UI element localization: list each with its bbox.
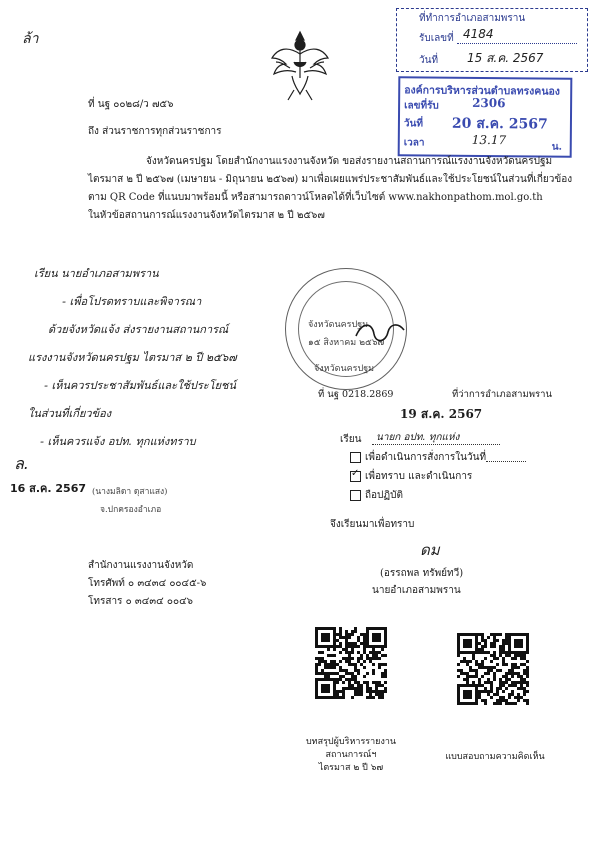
handwritten-initial: ล. (14, 454, 29, 473)
letter-line: ในหัวข้อสถานการณ์แรงงานจังหวัดไตรมาส ๒ ปี ๒๕๖๗ (88, 210, 325, 221)
option-1-checkbox[interactable] (350, 452, 361, 463)
handwritten-line: - เพื่อโปรดทราบและพิจารณา (62, 295, 202, 308)
handwritten-line: - เห็นควรแจ้ง อปท. ทุกแห่งทราบ (40, 435, 196, 448)
sao-recv-number: 2306 (472, 95, 506, 111)
option-1-label: เพื่อดำเนินการสั่งการในวันที่ (365, 452, 487, 463)
option-1-blank (486, 461, 526, 462)
clerk-title: จ.ปกครองอำเภอ (100, 505, 162, 515)
sao-date-label: วันที่ (403, 118, 424, 130)
seal-top-text: จังหวัดนครปฐม (308, 320, 369, 330)
handwritten-line: ด้วยจังหวัดแจ้ง ส่งรายงานสถานการณ์ (48, 323, 229, 336)
stamp-date-value: 15 ส.ค. 2567 (467, 51, 544, 65)
letter-body (88, 153, 573, 225)
handwritten-corner-mark: ล้า (22, 31, 39, 47)
signer-title: นายอำเภอสามพราน (372, 585, 461, 596)
garuda-emblem-icon (268, 28, 332, 102)
signature-scribble-icon (352, 318, 412, 351)
qr-code-report-summary[interactable] (315, 627, 387, 699)
footer-office: สำนักงานแรงงานจังหวัด (88, 560, 194, 571)
stamp-recv-number: 4184 (463, 27, 494, 41)
qr-right-caption (440, 751, 550, 764)
handwritten-line: เรียน นายอำเภอสามพราน (34, 267, 159, 280)
qr-code-left-icon (315, 627, 387, 699)
qr-right-caption-line: แบบสอบถามความคิดเห็น (445, 752, 545, 762)
order-office: ที่ว่าการอำเภอสามพราน (452, 389, 552, 400)
handwritten-line: ในส่วนที่เกี่ยวข้อง (28, 407, 112, 420)
sao-date-value: 20 ส.ค. 2567 (451, 115, 548, 133)
qr-left-caption-line: บทสรุปผู้บริหารรายงาน (305, 737, 397, 747)
qr-code-survey[interactable] (457, 633, 529, 705)
sao-time-label: เวลา (403, 137, 425, 149)
qr-code-right-icon (457, 633, 529, 705)
qr-left-caption-line: สถานการณ์ฯ (325, 750, 377, 760)
stamp-recv-label: รับเลขที่ (419, 33, 454, 44)
sao-time-value: 13.17 (471, 132, 507, 148)
option-3-checkbox[interactable] (350, 490, 361, 501)
letter-line: ตาม QR Code ที่แนบมาพร้อมนี้ หรือสามารถดาวน์โหลดได้ที่เว็บไซต์ www.nakhonpathom.mol.go.th (88, 192, 543, 203)
stamp-date-label: วันที่ (419, 55, 439, 66)
letter-line: จังหวัดนครปฐม โดยสำนักงานแรงงานจังหวัด ขอส่งรายงานสถานการณ์แรงงานจังหวัดนครปฐม (146, 156, 553, 167)
seal-date-text: ๑๕ สิงหาคม ๒๕๖๗ (308, 338, 385, 348)
footer-fax: โทรสาร ๐ ๓๔๓๔ ๐๐๔๖ (88, 596, 193, 607)
document-number: ที่ นฐ ๐๐๒๘/ว ๗๕๖ (88, 99, 174, 110)
option-2-checkbox[interactable] (350, 471, 361, 482)
handwritten-line: แรงงานจังหวัดนครปฐม ไตรมาส ๒ ปี ๒๕๖๗ (28, 351, 237, 364)
stamp-dotted-line (457, 43, 577, 44)
footer-phone: โทรศัพท์ ๐ ๓๔๓๔ ๐๐๔๕-๖ (88, 578, 207, 589)
qr-left-caption (290, 736, 412, 775)
clerk-name: (นางมลิดา ดุสาแสง) (92, 487, 168, 497)
sao-recv-label: เลขที่รับ (404, 100, 439, 112)
handwritten-line: - เห็นควรประชาสัมพันธ์และใช้ประโยชน์ (44, 379, 237, 392)
seal-bottom-text: จังหวัดนครปฐม (314, 364, 375, 374)
order-option-3 (350, 488, 403, 503)
letter-line: ไตรมาส ๒ ปี ๒๕๖๗ (เมษายน - มิถุนายน ๒๕๖๗) มาเพื่อเผยแพร่ประชาสัมพันธ์และใช้ประโยชน์ในส่วนที่เกี่ยวข้อง (88, 174, 573, 185)
stamp-office-name: ที่ทำการอำเภอสามพราน (419, 13, 526, 24)
order-option-2 (350, 469, 472, 484)
order-to-label: เรียน (340, 434, 362, 445)
order-date: 19 ส.ค. 2567 (400, 407, 483, 421)
order-option-1 (350, 450, 486, 465)
qr-left-caption-line: ไตรมาส ๒ ปี ๖๗ (318, 763, 384, 773)
district-receipt-stamp (396, 8, 588, 72)
sao-receipt-stamp (398, 76, 573, 158)
sao-stamp-title: องค์การบริหารส่วนตำบลทรงคนอง (404, 84, 561, 98)
order-ref-number: ที่ นฐ 0218.2869 (318, 389, 394, 400)
recipient-line: ถึง ส่วนราชการทุกส่วนราชการ (88, 126, 222, 137)
order-to-value: นายก อปท. ทุกแห่ง (376, 432, 460, 443)
sao-time-unit: น. (551, 141, 563, 153)
signer-name: (อรรถพล ทรัพย์ทวี) (380, 568, 464, 579)
order-sign-line: จึงเรียนมาเพื่อทราบ (330, 519, 415, 530)
option-3-label: ถือปฏิบัติ (365, 490, 403, 501)
handwritten-date: 16 ส.ค. 2567 (10, 482, 87, 495)
order-signature-mark: ดม (420, 541, 440, 559)
order-to-underline (372, 444, 500, 445)
option-2-label: เพื่อทราบ และดำเนินการ (365, 471, 473, 482)
